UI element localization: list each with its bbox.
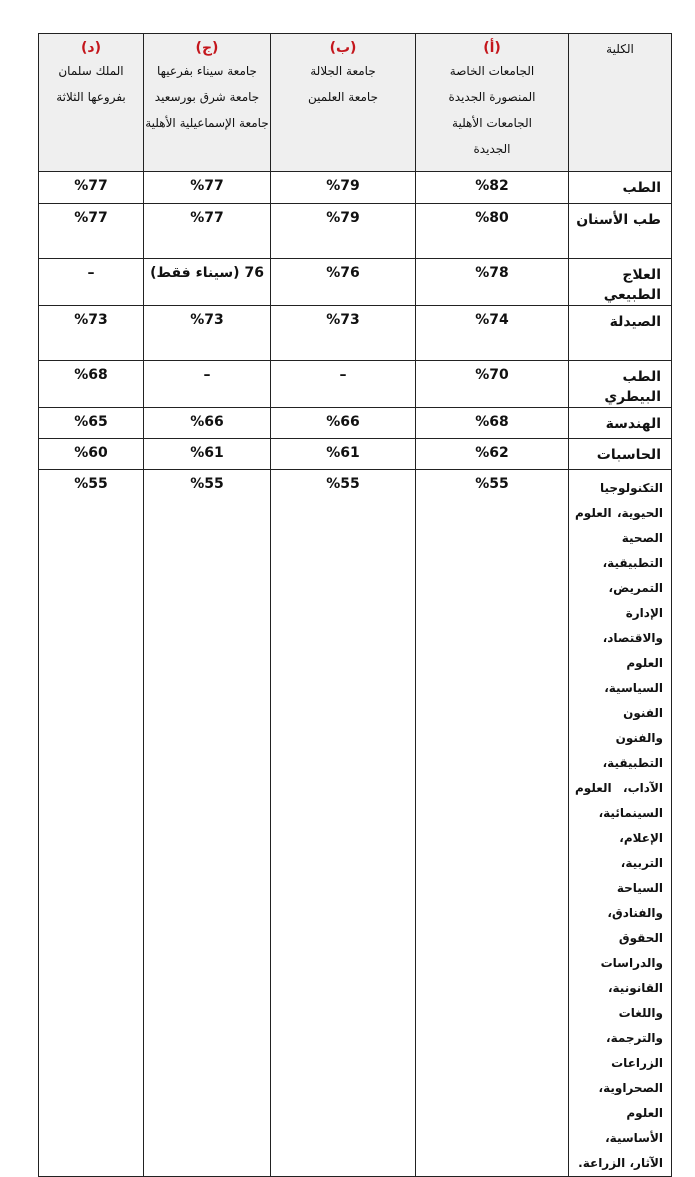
score-cell: [39, 408, 144, 439]
faculty-cell: [569, 306, 672, 361]
score-value: %60: [74, 445, 108, 461]
faculty-cell: [569, 408, 672, 439]
score-value: %79: [326, 210, 360, 226]
score-value: %70: [475, 367, 509, 383]
admission-table-sheet: [38, 33, 671, 1170]
column-header-a: [416, 34, 569, 172]
column-letter-a: (أ): [483, 40, 501, 56]
score-cell: [144, 306, 271, 361]
table-row: [39, 306, 672, 361]
score-cell: [271, 439, 416, 470]
column-a-line: الجامعات الخاصة: [449, 64, 535, 78]
score-value: %55: [190, 476, 224, 492]
score-cell: [39, 439, 144, 470]
score-value: %55: [475, 476, 509, 492]
score-cell: [271, 470, 416, 1177]
score-value: %62: [475, 445, 509, 461]
score-cell: [271, 306, 416, 361]
column-letter-d: (د): [81, 40, 101, 56]
score-cell: [144, 408, 271, 439]
column-header-c: [144, 34, 271, 172]
table-row: [39, 172, 672, 204]
score-cell: [39, 306, 144, 361]
score-value: %76: [326, 265, 360, 281]
faculty-name: العلاج الطبيعي: [603, 267, 661, 303]
score-cell: [144, 259, 271, 306]
score-value: %77: [74, 178, 108, 194]
faculty-name: التكنولوجيا الحيوية، العلوم الصحية التطبيقية، التمريض، الإدارة والاقتصاد، العلوم السياسية، الفنون والفنون التطبيقية، الآداب، العلوم السينمائية، الإعلام، التربية، السياحة والفنادق، الحقوق والدراسات القانونية، واللغات والترجمة، الزراعات الصحراوية، العلوم الأساسية، الآثار، الزراعة.: [575, 481, 663, 1170]
score-cell: [39, 361, 144, 408]
score-value: %73: [74, 312, 108, 328]
column-c-line: جامعة الإسماعيلية الأهلية: [145, 116, 269, 130]
score-value: %73: [326, 312, 360, 328]
score-value: %78: [475, 265, 509, 281]
table-row: [39, 204, 672, 259]
score-value: %82: [475, 178, 509, 194]
score-value: %77: [190, 210, 224, 226]
table-row: [39, 408, 672, 439]
admission-table: [38, 33, 672, 1177]
faculty-name: الطب البيطري: [604, 369, 661, 405]
score-value: %80: [475, 210, 509, 226]
score-cell: [144, 439, 271, 470]
score-cell: [416, 259, 569, 306]
score-value: %73: [190, 312, 224, 328]
score-cell: [39, 172, 144, 204]
score-cell: [39, 470, 144, 1177]
column-c-line: جامعة سيناء بفرعيها: [157, 64, 257, 78]
column-d-line: بفروعها الثلاثة: [56, 90, 126, 104]
score-cell: [144, 172, 271, 204]
column-c-line: جامعة شرق بورسعيد: [154, 90, 260, 104]
faculty-cell: [569, 361, 672, 408]
score-value: %65: [74, 414, 108, 430]
faculty-name: الحاسبات: [596, 447, 661, 463]
faculty-cell: [569, 204, 672, 259]
score-value: %61: [190, 445, 224, 461]
column-a-line: المنصورة الجديدة: [448, 90, 536, 104]
score-cell: [416, 172, 569, 204]
score-value: –: [339, 367, 347, 383]
score-value: –: [203, 367, 211, 383]
faculty-column-header: [569, 34, 672, 172]
faculty-name: طب الأسنان: [576, 212, 661, 228]
faculty-name: الطب: [622, 180, 661, 196]
faculty-header-label: الكلية: [606, 42, 634, 56]
score-value: %77: [74, 210, 108, 226]
score-value: %68: [74, 367, 108, 383]
score-value: %55: [326, 476, 360, 492]
score-value: %79: [326, 178, 360, 194]
score-value: %66: [326, 414, 360, 430]
score-cell: [271, 204, 416, 259]
column-a-line: الجامعات الأهلية: [452, 116, 532, 130]
score-value: %74: [475, 312, 509, 328]
column-letter-b: (ب): [329, 40, 357, 56]
column-b-line: جامعة الجلالة: [310, 64, 376, 78]
score-value: %77: [190, 178, 224, 194]
score-cell: [416, 470, 569, 1177]
score-cell: [271, 408, 416, 439]
table-row: [39, 439, 672, 470]
faculty-cell: [569, 439, 672, 470]
score-cell: [416, 361, 569, 408]
table-row: [39, 361, 672, 408]
column-d-line: الملك سلمان: [58, 64, 124, 78]
table-row: [39, 470, 672, 1177]
score-value: %61: [326, 445, 360, 461]
column-header-b: [271, 34, 416, 172]
column-letter-c: (ج): [195, 40, 219, 56]
score-value: 76 (سيناء فقط): [150, 265, 264, 281]
table-row: [39, 259, 672, 306]
faculty-cell: [569, 172, 672, 204]
faculty-name: الهندسة: [605, 416, 661, 432]
score-cell: [416, 306, 569, 361]
score-cell: [416, 408, 569, 439]
score-cell: [144, 470, 271, 1177]
faculty-name: الصيدلة: [609, 314, 661, 330]
column-b-line: جامعة العلمين: [308, 90, 378, 104]
score-value: %55: [74, 476, 108, 492]
column-header-d: [39, 34, 144, 172]
column-a-line: الجديدة: [473, 142, 511, 156]
score-cell: [416, 204, 569, 259]
score-cell: [144, 204, 271, 259]
faculty-cell-other-faculties: [569, 470, 672, 1177]
header-row: [39, 34, 672, 172]
score-cell: [39, 204, 144, 259]
score-value: %68: [475, 414, 509, 430]
faculty-cell: [569, 259, 672, 306]
score-cell: [271, 361, 416, 408]
score-value: –: [87, 265, 95, 281]
score-cell: [416, 439, 569, 470]
score-cell: [39, 259, 144, 306]
score-value: %66: [190, 414, 224, 430]
score-cell: [144, 361, 271, 408]
score-cell: [271, 259, 416, 306]
score-cell: [271, 172, 416, 204]
